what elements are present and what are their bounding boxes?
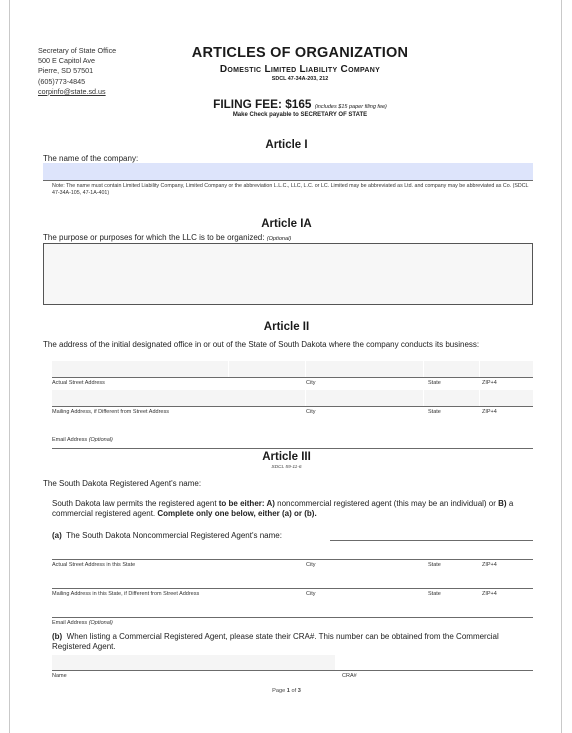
form-title-block: [175, 45, 425, 82]
agent-mailing-state-caption: State: [428, 591, 441, 597]
office-street-caption: Actual Street Address: [52, 380, 105, 386]
purpose-label: [43, 233, 523, 242]
mailing-state-input[interactable]: [424, 390, 479, 406]
mailing-street-caption: Mailing Address, if Different from Street Address: [52, 409, 169, 415]
option-a-tag: (a): [52, 531, 62, 540]
sender-address: [38, 46, 116, 97]
option-b-text: When listing a Commercial Registered Agent, please state their CRA#. This number can be obtained from the Commercial Registered Agent.: [52, 632, 499, 651]
agent-city-caption: City: [306, 562, 316, 568]
office-email-link[interactable]: corpinfo@state.sd.us: [38, 86, 106, 96]
office-state-caption: State: [428, 380, 441, 386]
company-name-label: The name of the company:: [43, 154, 139, 163]
agent-instructions-3: a commercial registered agent.: [52, 499, 514, 518]
agent-instructions-bold-3: Complete only one below, either (a) or (b).: [157, 509, 317, 518]
form-page: [9, 0, 562, 733]
agent-zip-caption: ZIP+4: [482, 562, 497, 568]
agent-instructions-bold-2: B): [498, 499, 507, 508]
agent-mailing-city-caption: City: [306, 591, 316, 597]
agent-name-label: The South Dakota Registered Agent's name:: [43, 479, 202, 488]
agent-instructions-bold-1: to be either: A): [218, 499, 275, 508]
option-a-label: [52, 531, 282, 541]
form-subtitle: Domestic Limited Liability Company: [219, 64, 381, 75]
office-city: Pierre, SD 57501: [38, 66, 94, 76]
form-statute: SDCL 47-34A-203, 212: [271, 76, 329, 82]
office-zip-caption: ZIP+4: [482, 380, 497, 386]
purpose-textarea[interactable]: [43, 243, 533, 305]
mailing-street-input[interactable]: [52, 390, 305, 406]
office-state-input[interactable]: [424, 361, 479, 377]
office-street-input[interactable]: [52, 361, 228, 377]
office-email-caption-text: Email Address: [52, 437, 88, 443]
mailing-city-input[interactable]: [306, 390, 423, 406]
agent-email-caption: [52, 620, 113, 626]
payable-note: Make Check payable to SECRETARY OF STATE: [232, 112, 368, 118]
agent-email-input[interactable]: [52, 605, 533, 618]
agent-mailing-input[interactable]: [52, 575, 533, 589]
article-3-statute: SDCL 59-11-6: [271, 465, 302, 470]
office-city-caption: City: [306, 380, 316, 386]
agent-email-optional: (Optional): [88, 620, 113, 626]
filing-fee-block: [160, 97, 440, 118]
agent-row1-underline: [52, 559, 533, 560]
mailing-city-caption: City: [306, 409, 316, 415]
page-of: of: [289, 688, 298, 694]
page-current: 1: [286, 688, 290, 694]
office-city-input[interactable]: [306, 361, 423, 377]
mailing-zip-caption: ZIP+4: [482, 409, 497, 415]
page-prefix: Page: [272, 688, 287, 694]
cra-number-input[interactable]: [342, 655, 533, 670]
agent-state-caption: State: [428, 562, 441, 568]
company-name-note: Note: The name must contain Limited Liability Company, Limited Company or the abbreviation L.L.C., LLC, L.C. or LC. Limited may be abbreviated as Ltd. and company may be abbreviated as Co. (SDCL 47-34A-105, 47-1A-401): [52, 183, 529, 196]
office-email-optional: (Optional): [88, 437, 113, 443]
commercial-agent-name-caption: Name: [52, 673, 67, 679]
page-number: [10, 688, 563, 694]
form-title: ARTICLES OF ORGANIZATION: [191, 45, 409, 61]
mailing-state-caption: State: [428, 409, 441, 415]
article-2-heading: Article II: [263, 321, 310, 333]
office-email-caption: [52, 437, 113, 443]
agent-instructions: [52, 499, 534, 519]
office-street: 500 E Capitol Ave: [38, 56, 96, 66]
mailing-zip-input[interactable]: [480, 390, 533, 406]
office-name: Secretary of State Office: [38, 46, 117, 55]
option-b-tag: (b): [52, 632, 63, 641]
option-a-text: The South Dakota Noncommercial Registered Agent's name:: [66, 531, 282, 540]
agent-street-input[interactable]: [52, 546, 533, 560]
agent-mailing-caption: Mailing Address in this State, if Different from Street Address: [52, 591, 200, 597]
agent-email-caption-text: Email Address: [52, 620, 88, 626]
fee-note: (includes $15 paper filing fee): [314, 104, 387, 110]
purpose-label-text: The purpose or purposes for which the LLC is to be organized:: [43, 233, 265, 242]
filing-fee: FILING FEE: $165: [213, 97, 312, 111]
purpose-optional: (Optional): [266, 236, 292, 242]
agent-mailing-zip-caption: ZIP+4: [482, 591, 497, 597]
commercial-agent-name-input[interactable]: [52, 655, 335, 670]
article-1-heading: Article I: [265, 139, 308, 151]
office-phone: (605)773-4845: [38, 76, 86, 86]
office-street-input-ext[interactable]: [229, 361, 305, 377]
office-row2-underline: [52, 406, 533, 407]
agent-instructions-1: South Dakota law permits the registered agent: [52, 499, 219, 508]
cra-number-caption: CRA#: [342, 673, 357, 679]
office-row1-underline: [52, 377, 533, 378]
office-email-input[interactable]: [52, 434, 533, 449]
company-name-input[interactable]: [43, 163, 533, 181]
noncommercial-agent-name-input[interactable]: [330, 531, 533, 541]
office-zip-input[interactable]: [480, 361, 533, 377]
article-1a-heading: Article IA: [261, 218, 312, 230]
agent-street-caption: Actual Street Address in this State: [52, 562, 136, 568]
option-b-label: [52, 632, 534, 652]
article-3-heading: Article III: [262, 451, 311, 463]
page-total: 3: [297, 688, 301, 694]
office-address-label: The address of the initial designated office in or out of the State of South Dakota where the company conducts its business:: [43, 340, 480, 349]
agent-instructions-2: noncommercial registered agent (this may be an individual) or: [274, 499, 499, 508]
commercial-agent-underline: [52, 670, 533, 671]
